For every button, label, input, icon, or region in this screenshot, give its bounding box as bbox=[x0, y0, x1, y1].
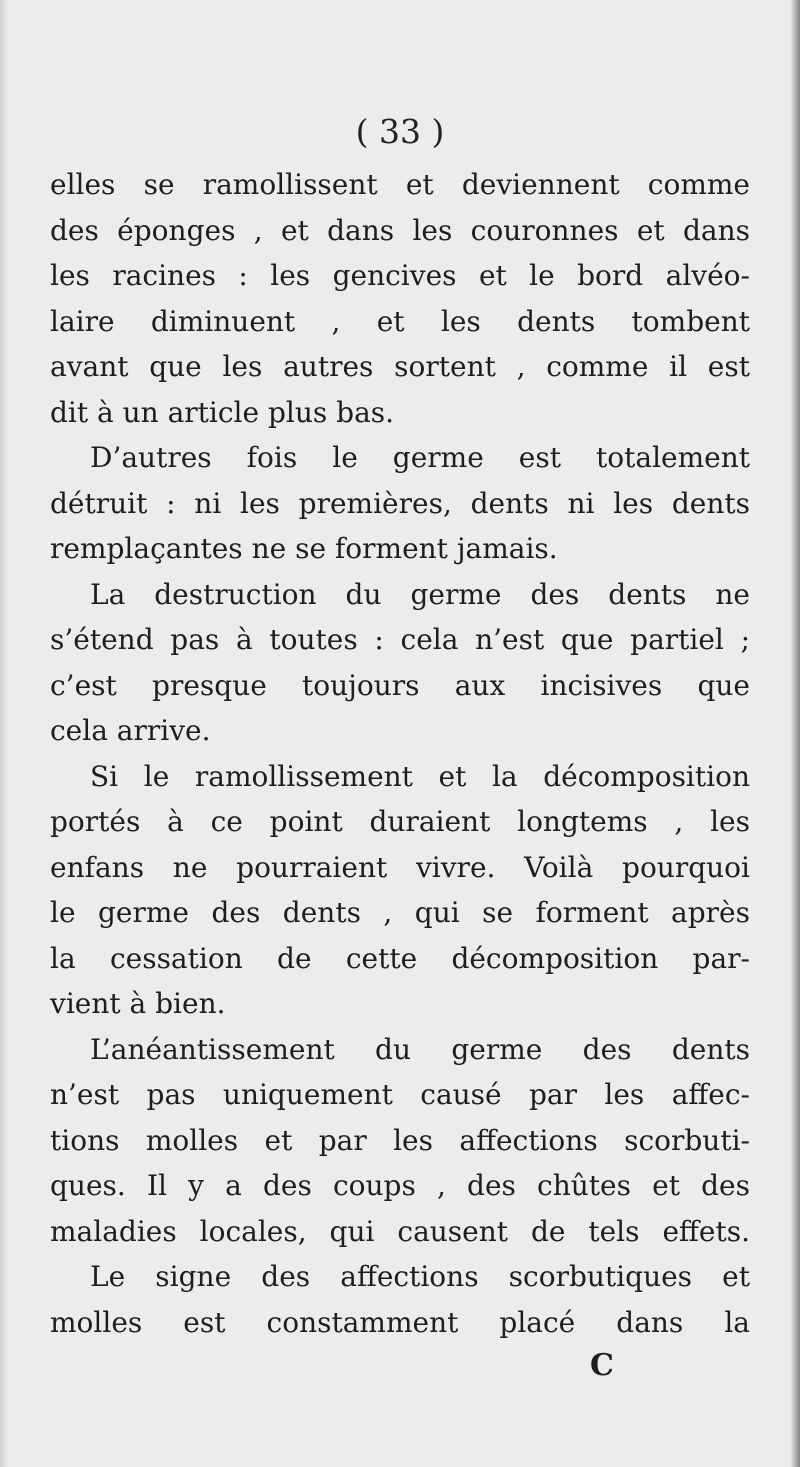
text-line: ques. Il y a des coups , des chûtes et des bbox=[50, 1169, 750, 1202]
text-line: La destruction du germe des dents ne bbox=[90, 577, 750, 611]
text-line: D’autres fois le germe est totalement bbox=[90, 441, 750, 474]
text-line: enfans ne pourraient vivre. Voilà pourquoi bbox=[50, 850, 750, 884]
text-line: elles se ramollissent et deviennent comme bbox=[50, 168, 750, 201]
text-line: n’est pas uniquement causé par les affec- bbox=[50, 1078, 750, 1111]
text-line: Le signe des affections scorbutiques et bbox=[90, 1260, 750, 1293]
text-line: molles est constamment placé dans la bbox=[50, 1305, 750, 1339]
text-line: laire diminuent , et les dents tombent bbox=[50, 304, 750, 338]
text-line: vient à bien. bbox=[50, 987, 226, 1020]
text-line: portés à ce point duraient longtems , les bbox=[50, 805, 750, 838]
signature-mark: C bbox=[590, 1348, 614, 1383]
page-number: ( 33 ) bbox=[355, 112, 445, 151]
text-line: les racines : les gencives et le bord alvéo- bbox=[50, 259, 750, 292]
text-line: tions molles et par les affections scorbuti- bbox=[50, 1123, 750, 1157]
text-line: c’est presque toujours aux incisives que bbox=[50, 668, 750, 702]
page-gutter-shadow bbox=[0, 0, 8, 1467]
text-line: s’étend pas à toutes : cela n’est que partiel ; bbox=[50, 623, 750, 656]
text-line: le germe des dents , qui se forment après bbox=[50, 896, 750, 929]
text-line: avant que les autres sortent , comme il est bbox=[50, 350, 750, 383]
text-line: des éponges , et dans les couronnes et dans bbox=[50, 213, 750, 247]
text-line: remplaçantes ne se forment jamais. bbox=[50, 532, 558, 565]
text-line: maladies locales, qui causent de tels effets. bbox=[50, 1214, 750, 1248]
text-line: la cessation de cette décomposition par- bbox=[50, 941, 750, 975]
text-line: dit à un article plus bas. bbox=[50, 395, 395, 429]
text-line: L’anéantissement du germe des dents bbox=[90, 1032, 750, 1066]
text-line: Si le ramollissement et la décomposition bbox=[90, 759, 750, 793]
body-text bbox=[50, 162, 750, 1345]
text-line: détruit : ni les premières, dents ni les dents bbox=[50, 486, 750, 520]
page-edge-shadow bbox=[790, 0, 800, 1467]
text-line: cela arrive. bbox=[50, 714, 211, 747]
